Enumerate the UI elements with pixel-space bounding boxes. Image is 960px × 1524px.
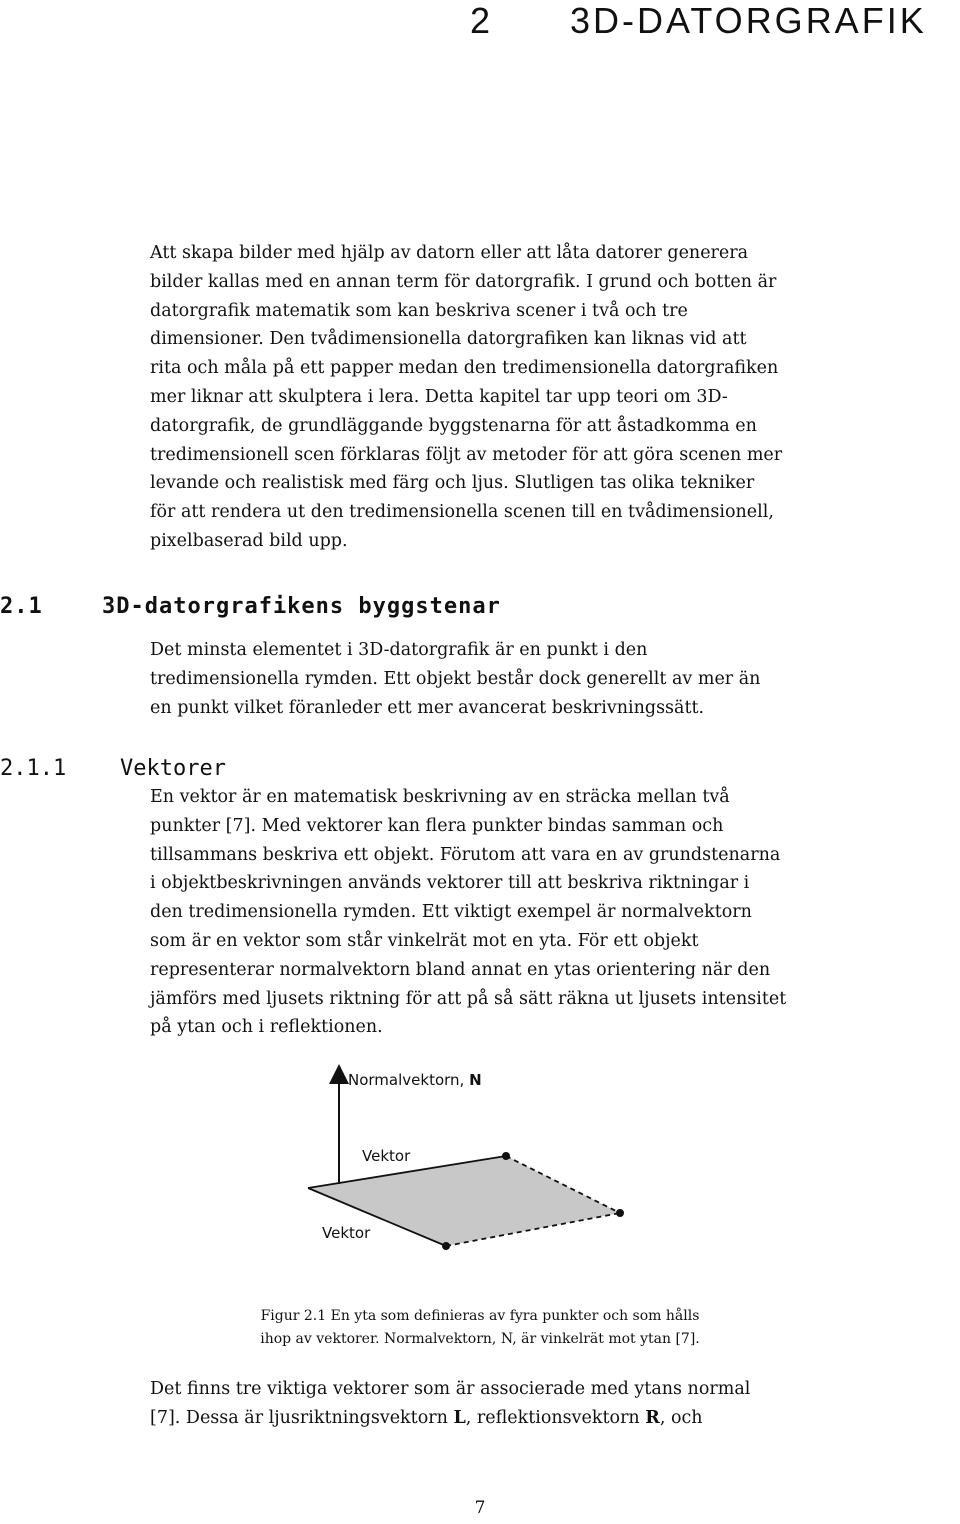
text-line: Det finns tre viktiga vektorer som är associerade med ytans normal xyxy=(150,1379,751,1399)
reflection-vector-symbol: R xyxy=(645,1407,660,1428)
light-vector-symbol: L xyxy=(453,1407,466,1428)
text-line: den tredimensionella rymden. Ett viktigt exempel är normalvektorn xyxy=(150,902,752,923)
text-line: en punkt vilket föranleder ett mer avancerat beskrivningssätt. xyxy=(150,697,705,718)
normal-vector-label xyxy=(348,1071,482,1089)
text-line: för att rendera ut den tredimensionella scenen till en tvådimensionell, xyxy=(150,502,774,523)
text-line: bilder kallas med en annan term för datorgrafik. I grund och botten är xyxy=(150,271,777,292)
text-line: tredimensionella rymden. Ett objekt består dock generellt av mer än xyxy=(150,668,761,689)
text-line-part: , reflektionsvektorn xyxy=(465,1407,646,1428)
text-line: datorgrafik matematik som kan beskriva scener i två och tre xyxy=(150,300,688,321)
text-line: i objektbeskrivningen används vektorer till att beskriva riktningar i xyxy=(150,873,750,894)
normal-label-text: Normalvektorn, xyxy=(348,1071,470,1089)
text-line: punkter [7]. Med vektorer kan flera punkter bindas samman och xyxy=(150,815,724,836)
text-line: på ytan och i reflektionen. xyxy=(150,1017,383,1038)
subsection-heading xyxy=(0,756,226,781)
text-line-part: [7]. Dessa är ljusriktningsvektorn xyxy=(150,1407,454,1428)
text-line: mer liknar att skulptera i lera. Detta kapitel tar upp teori om 3D- xyxy=(150,386,728,407)
text-line: pixelbaserad bild upp. xyxy=(150,530,348,551)
section-number: 2.1 xyxy=(0,594,43,619)
text-line: dimensioner. Den tvådimensionella datorgrafiken kan liknas vid att xyxy=(150,329,747,350)
text-line: tillsammans beskriva ett objekt. Förutom att vara en av grundstenarna xyxy=(150,844,781,865)
subsection-number: 2.1.1 xyxy=(0,756,67,781)
caption-line: Figur 2.1 En yta som definieras av fyra punkter och som hålls xyxy=(260,1308,700,1324)
section-paragraph xyxy=(150,636,830,722)
figure-caption xyxy=(200,1305,760,1351)
text-line: jämförs med ljusets riktning för att på så sätt räkna ut ljusets intensitet xyxy=(150,988,787,1009)
caption-line: ihop av vektorer. Normalvektorn, N, är vinkelrät mot ytan [7]. xyxy=(260,1331,700,1347)
normal-label-symbol: N xyxy=(469,1071,482,1089)
point-marker xyxy=(442,1242,450,1250)
chapter-number: 2 xyxy=(470,0,494,41)
text-line: Det minsta elementet i 3D-datorgrafik är en punkt i den xyxy=(150,640,648,660)
text-line: levande och realistisk med färg och ljus. Slutligen tas olika tekniker xyxy=(150,473,755,494)
vector-left-label: Vektor xyxy=(322,1224,371,1242)
text-line: tredimensionell scen förklaras följt av metoder för att göra scenen mer xyxy=(150,444,783,465)
subsection-title: Vektorer xyxy=(120,756,226,781)
subsection-paragraph xyxy=(150,783,830,1042)
text-line-part: , och xyxy=(659,1407,703,1428)
section-title: 3D-datorgrafikens byggstenar xyxy=(102,594,501,619)
section-heading xyxy=(0,594,501,619)
point-marker xyxy=(502,1152,510,1160)
intro-paragraph xyxy=(150,239,830,556)
vector-top-label: Vektor xyxy=(362,1147,411,1165)
closing-paragraph xyxy=(150,1375,830,1433)
text-line: representerar normalvektorn bland annat en ytas orientering när den xyxy=(150,959,771,980)
text-line: rita och måla på ett papper medan den tredimensionella datorgrafiken xyxy=(150,358,779,379)
text-line: Att skapa bilder med hjälp av datorn eller att låta datorer generera xyxy=(150,243,749,263)
text-line: datorgrafik, de grundläggande byggstenarna för att åstadkomma en xyxy=(150,415,757,436)
text-line: som är en vektor som står vinkelrät mot en yta. För ett objekt xyxy=(150,930,699,951)
text-line: En vektor är en matematisk beskrivning av en sträcka mellan två xyxy=(150,787,730,807)
page-number: 7 xyxy=(474,1498,486,1518)
surface-vector-diagram xyxy=(300,1060,660,1260)
chapter-title-text: 3D-DATORGRAFIK xyxy=(570,0,927,41)
chapter-title xyxy=(470,0,927,42)
point-marker xyxy=(616,1209,624,1217)
